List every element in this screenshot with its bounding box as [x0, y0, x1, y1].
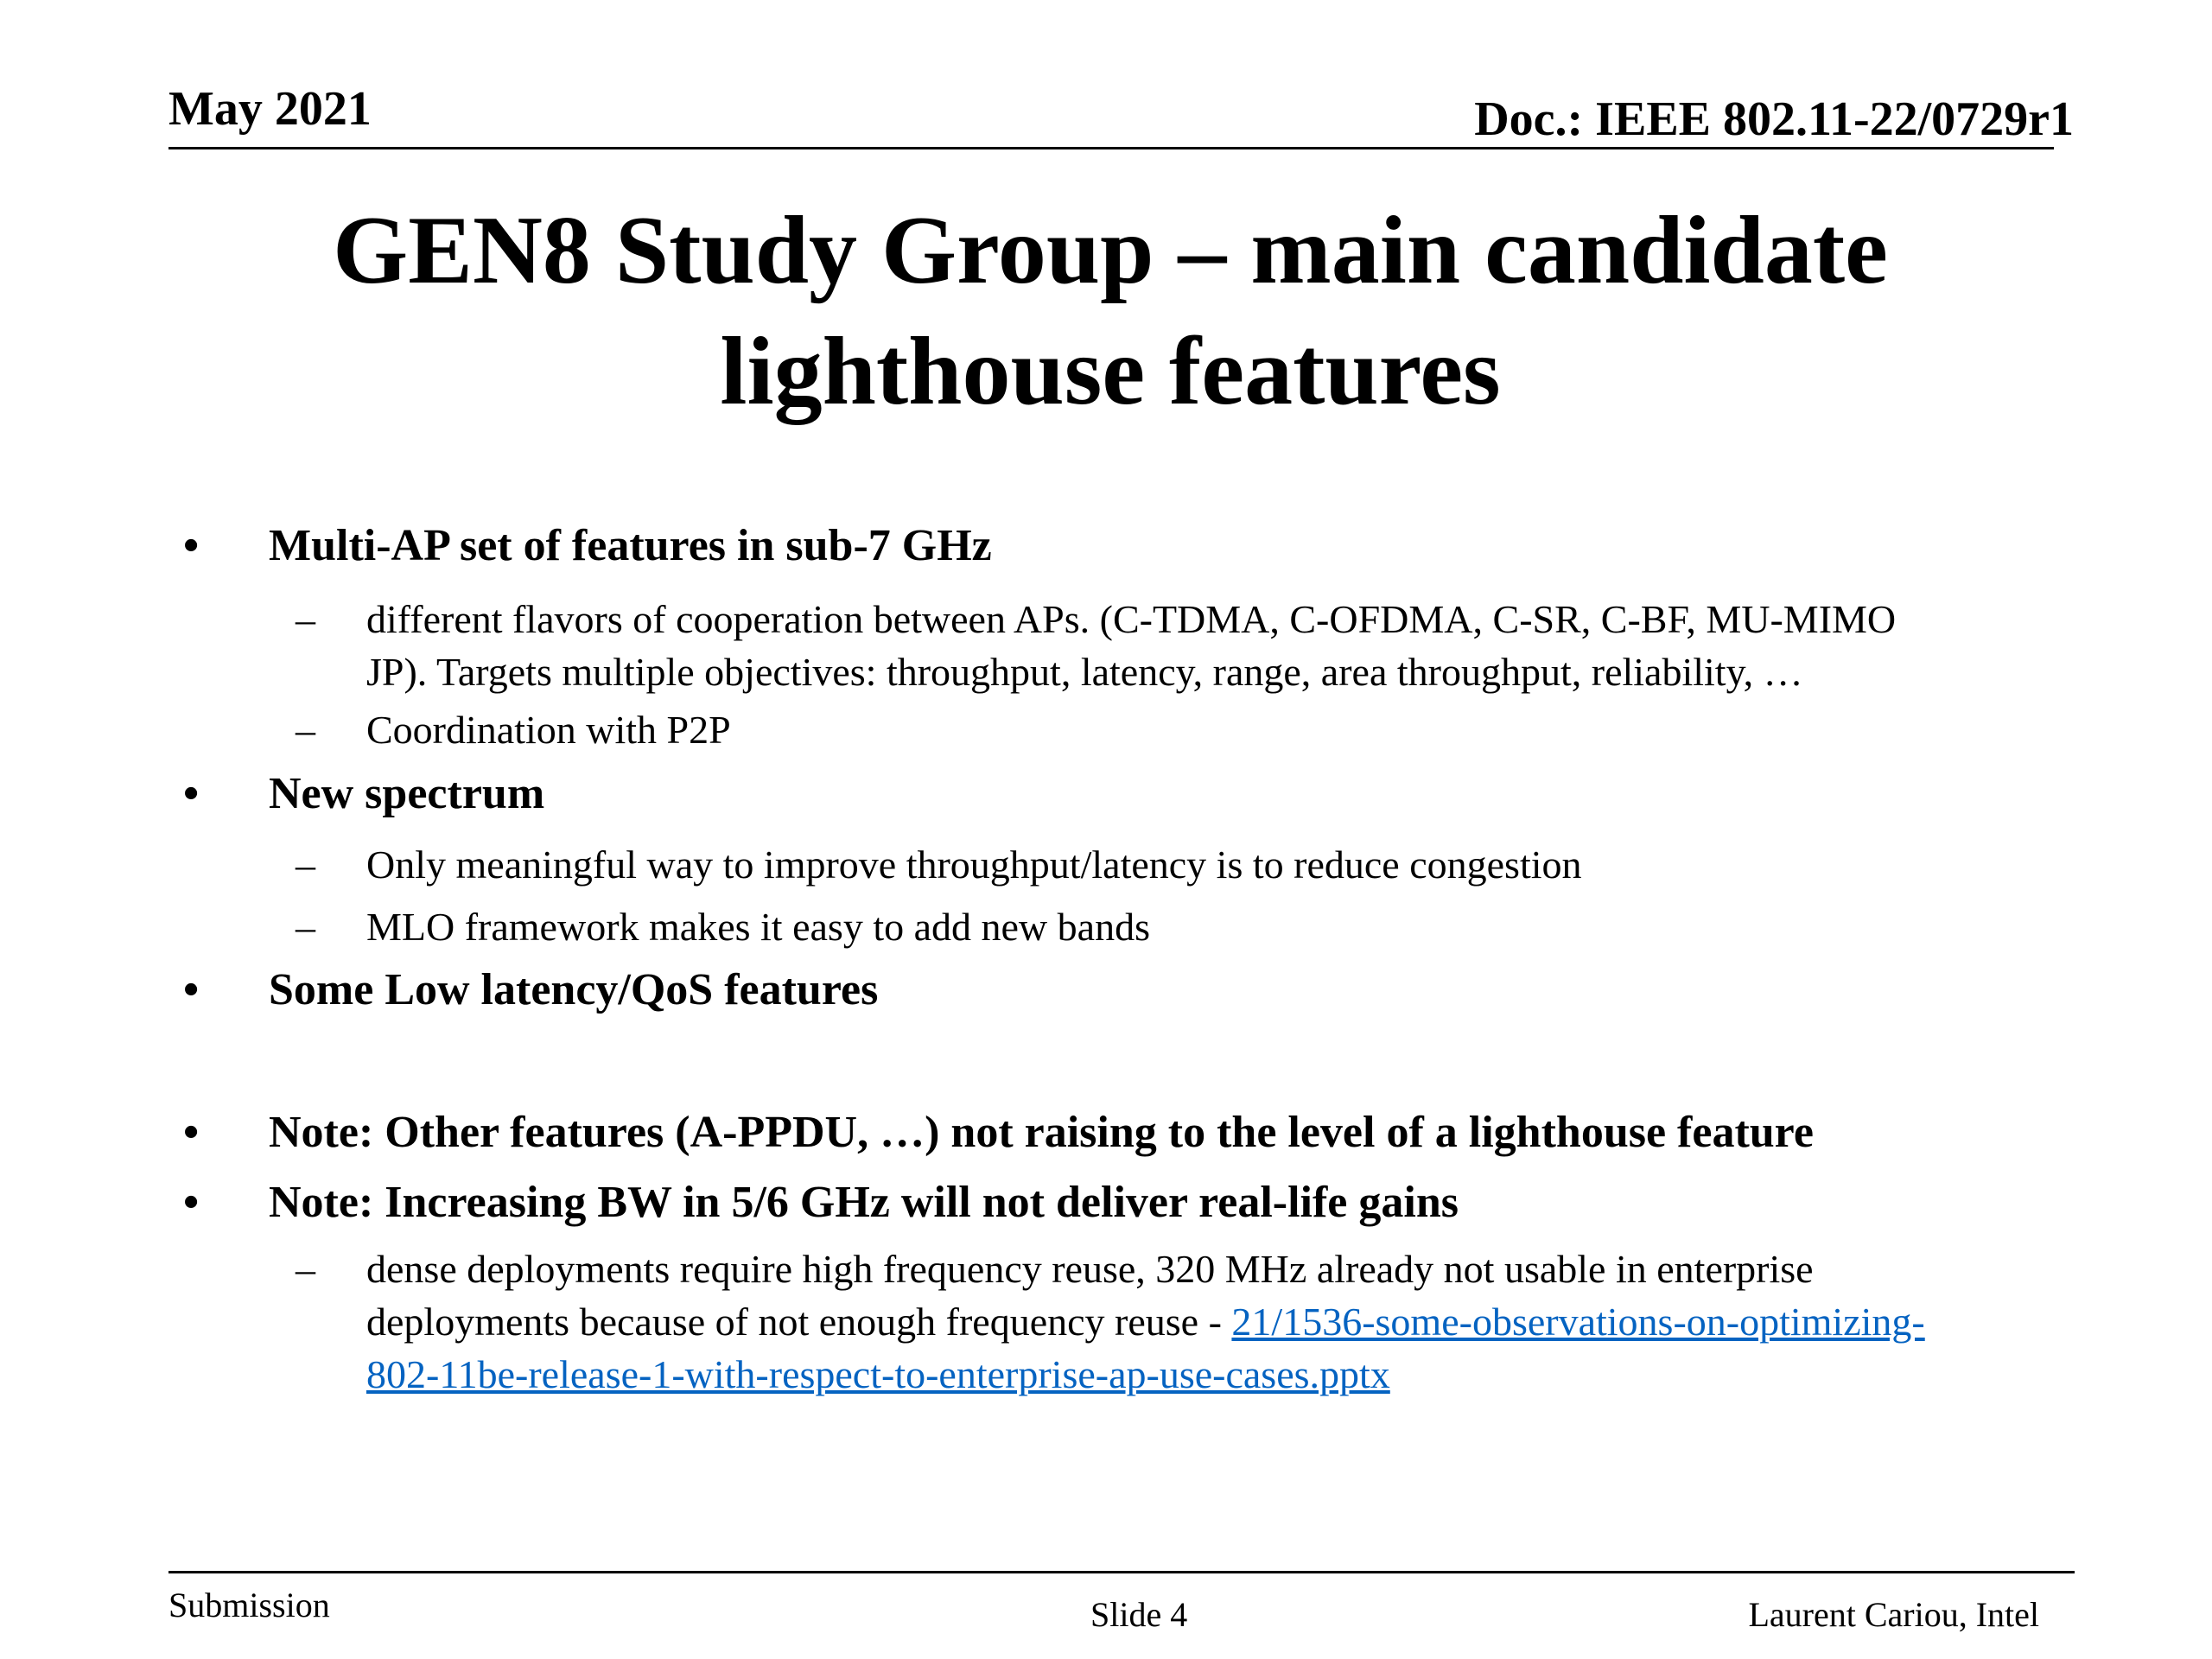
bullet-marker: • [183, 1178, 200, 1227]
reference-link[interactable]: 21/1536-some-observations-on-optimizing- [1231, 1300, 1925, 1344]
footer-author: Laurent Cariou, Intel [1748, 1595, 2039, 1634]
sub-bullet-text: MLO framework makes it easy to add new bands [366, 905, 1150, 949]
sub-bullet-text [366, 593, 2164, 698]
sub-bullet-line-2: JP). Targets multiple objectives: throughput, latency, range, area throughput, reliability, … [366, 650, 1803, 694]
sub-bullet-line-2 [366, 1295, 2164, 1348]
footer-divider [168, 1571, 2075, 1573]
sub-bullet-marker: – [296, 708, 315, 752]
header-date: May 2021 [168, 82, 372, 136]
reference-link-continued[interactable]: 802-11be-release-1-with-respect-to-enterprise-ap-use-cases.pptx [366, 1352, 1390, 1396]
bullet-text: Multi-AP set of features in sub-7 GHz [269, 521, 992, 570]
sub-bullet-text: Coordination with P2P [366, 708, 731, 752]
footer-submission: Submission [168, 1586, 330, 1624]
bullet-text: Note: Other features (A-PPDU, …) not raising to the level of a lighthouse feature [269, 1108, 1814, 1157]
sub-bullet-line-1: different flavors of cooperation between APs. (C-TDMA, C-OFDMA, C-SR, C-BF, MU-MIMO [366, 597, 1897, 641]
bullet-marker: • [183, 769, 200, 818]
bullet-marker: • [183, 521, 200, 570]
sub-bullet-line-2-text: deployments because of not enough frequency reuse - [366, 1300, 1232, 1344]
bullet-marker: • [183, 1108, 200, 1157]
header-doc-id: Doc.: IEEE 802.11-22/0729r1 [1474, 92, 2074, 146]
sub-bullet-marker: – [296, 1247, 315, 1291]
sub-bullet-line-1: dense deployments require high frequency reuse, 320 MHz already not usable in enterprise [366, 1247, 1814, 1291]
sub-bullet-marker: – [296, 597, 315, 641]
sub-bullet-marker: – [296, 905, 315, 949]
slide-title-line-1: GEN8 Study Group – main candidate [333, 197, 1888, 304]
bullet-text: Note: Increasing BW in 5/6 GHz will not deliver real-life gains [269, 1178, 1459, 1227]
bullet-text: New spectrum [269, 769, 545, 818]
bullet-text: Some Low latency/QoS features [269, 965, 879, 1014]
slide-title-line-2: lighthouse features [720, 318, 1501, 425]
sub-bullet-line-3 [366, 1348, 2164, 1401]
footer-slide-number: Slide 4 [1090, 1595, 1188, 1634]
sub-bullet-marker: – [296, 842, 315, 887]
sub-bullet-text [366, 1243, 2164, 1401]
sub-bullet-text: Only meaningful way to improve throughput/latency is to reduce congestion [366, 842, 1582, 887]
bullet-marker: • [183, 965, 200, 1014]
